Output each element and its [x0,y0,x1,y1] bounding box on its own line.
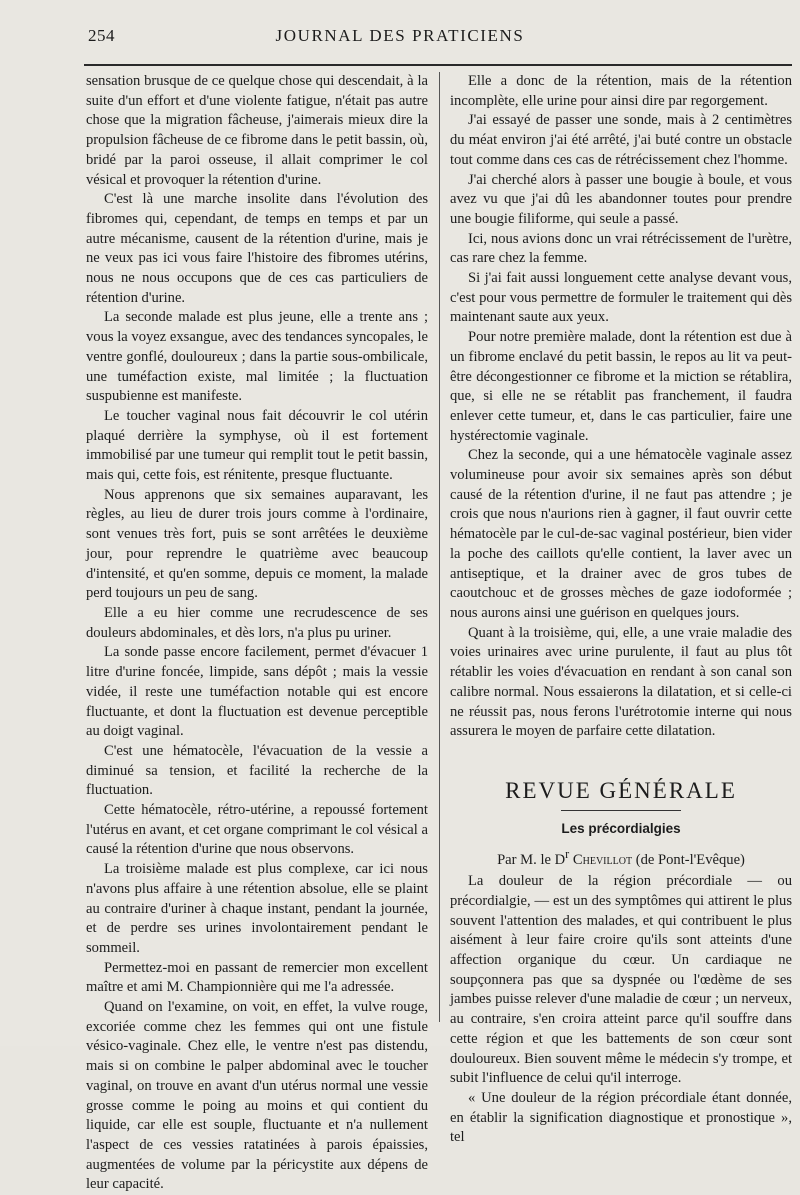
paragraph: La seconde malade est plus jeune, elle a trente ans ; vous la voyez exsangue, avec des tendances syncopales, le ventre gonflé, douloureux ; dans la partie sous-ombilicale, une tuméfaction existe, mal limitée ; la fluctuation suspubienne est manifeste. [86,309,429,405]
paragraph: C'est une hématocèle, l'évacuation de la vessie a diminué sa tension, et facilité la recherche de la fluctuation. [86,742,428,799]
paragraph: Permettez-moi en passant de remercier mon excellent maître et ami M. Championnière qui me l'a adressée. [86,959,428,996]
paragraph: Le toucher vaginal nous fait découvrir le col utérin plaqué derrière la symphyse, où il est fortement immobilisé par une tumeur qui remplit tout le petit bassin, mais qui, cette fois, est rénitente, presque fluctuante. [86,407,428,484]
paragraph: Elle a donc de la rétention, mais de la rétention incomplète, elle urine pour ainsi dire par regorgement. [450,73,792,109]
paragraph: Nous apprenons que six semaines auparavant, les règles, au lieu de durer trois jours comme à l'ordinaire, sont venues très fort, puis se sont arrêtées le deuxième jour, pour reprendre le quatrième avec beaucoup d'intensité, et qu'en somme, depuis ce moment, la malade perd toujours un peu de sang. [86,486,428,602]
byline-suffix: (de Pont-l'Evêque) [632,851,745,868]
paragraph: J'ai essayé de passer une sonde, mais à 2 centimètres du méat environ j'ai été arrêté, j'ai buté contre un obstacle tout comme dans ces cas de rétrécissement chez l'homme. [450,112,792,168]
paragraph: C'est là une marche insolite dans l'évolution des fibromes qui, cependant, de temps en temps et par un autre mécanisme, causent de la rétention d'urine, mais je ne veux pas ici vous faire l'histoire des fibromes utérins, nous ne nous occupons que de ces cas particuliers de rétention d'urine. [86,191,428,306]
section-title: REVUE GÉNÉRALE [505,777,737,803]
page-number: 254 [88,26,115,45]
article-byline [450,845,792,871]
right-column [450,72,792,1148]
paragraph: Quant à la troisième, qui, elle, a une vraie maladie des voies urinaires avec urine purulente, il faut au plus tôt rétablir les voies d'évacuation en rendant à son canal son calibre normal. Nous essaierons la dilatation, et si celle-ci ne réussit pas, nous ferons l'urétrotomie interne qui nous assurera le moyen de parfaire cette dilatation. [450,624,792,740]
section-rule [561,810,681,811]
journal-title: JOURNAL DES PRATICIENS [275,26,525,45]
article-title: Les précordialgies [561,820,681,836]
byline-prefix: Par M. le D [497,851,566,868]
paragraph: Pour notre première malade, dont la rétention est due à un fibrome enclavé du petit bassin, le repos au lit va peut-être décongestionner ce fibrome et la miction se rétablira, que, si elle ne se rétablit pas franchement, il faudra enlever cette tumeur, et, dans le cas particulier, faire une hystérectomie vaginale. [450,329,792,444]
paragraph: Chez la seconde, qui a une hématocèle vaginale assez volumineuse pour avoir six semaines après son début causé de la rétention d'urine, il ne faut pas attendre ; je crois que nous n'aurions rien à gagner, il faut ouvrir cette hématocèle par le cul-de-sac vaginal postérieur, bien vider la poche des caillots qu'elle contient, la laver avec un antiseptique, et la drainer avec de gros tubes de caoutchouc et de grosses mèches de gaze iodoformée ; nous aurons ainsi une guérison en quelques jours. [450,447,792,621]
paragraph: La sonde passe encore facilement, permet d'évacuer 1 litre d'urine foncée, limpide, sans dépôt ; mais la vessie vidée, il reste une tuméfaction notable qui est encore fluctuante, et dont la fluctuation est devenue perceptible au doigt vaginal. [86,644,428,740]
paragraph: sensation brusque de ce quelque chose qui descendait, à la suite d'un effort et d'une violente fatigue, n'était pas autre chose que la migration fâcheuse, j'aimerais mieux dire la propulsion fâcheuse de ce fibrome dans le petit bassin, où, bridé par la paroi osseuse, il allait comprimer le col vésical et provoquer la rétention d'urine. [86,73,428,188]
paragraph: Si j'ai fait aussi longuement cette analyse devant vous, c'est pour vous permettre de formuler le traitement qui dès maintenant saute aux yeux. [450,270,792,326]
left-column [86,72,428,1195]
byline-sup: r [565,846,570,861]
paragraph: Quand on l'examine, on voit, en effet, la vulve rouge, excoriée comme chez les femmes qui ont une fistule vésico-vaginale. Chez elle, le ventre n'est pas distendu, mais si on combine le palper abdominal avec le toucher vaginal, on trouve en avant d'un utérus normal une vessie grosse comme le poing au moins et qui contient du liquide, car elle est souple, fluctuante et n'a nullement l'aspect de ces vessies ratatinées à parois épaissies, augmentées de volume par la péricystite aux dépens de leur capacité. [86,999,428,1193]
paragraph: La troisième malade est plus complexe, car ici nous n'avons plus affaire à une rétention absolue, elle se plaint au contraire d'uriner à chaque instant, pendant la journée, et de perdre ses urines involontairement pendant le sommeil. [86,861,428,956]
paragraph: Cette hématocèle, rétro-utérine, a repoussé fortement l'utérus en avant, et cet organe comprimant le col vésical a causé la rétention d'urine que nous observons. [86,802,428,858]
page-header [0,22,800,52]
column-divider [439,72,440,1022]
paragraph: Elle a eu hier comme une recrudescence de ses douleurs abdominales, et dès lors, n'a plus pu uriner. [86,604,428,641]
paragraph: La douleur de la région précordiale — ou précordialgie, — est un des symptômes qui attirent le plus souvent l'attention des malades, et qui contribuent le plus aisément à leur faire croire qu'ils sont atteints d'une affection organique du cœur. Un cardiaque ne soupçonnera pas que sa dyspnée ou l'œdème de ses jambes puisse relever d'une maladie de cœur ; un nerveux, au contraire, s'en croira atteint parce qu'il souffre dans cette région et que les battements de son cœur sont douloureux. Bien souvent même le médecin s'y trompe, et subit l'influence de celui qu'il interroge. [450,873,792,1087]
byline-author: Chevillot [572,851,633,868]
paragraph: J'ai cherché alors à passer une bougie à boule, et vous avez vu que j'ai dû les abandonner toutes pour prendre une bougie filiforme, qui seule a passé. [450,171,792,227]
paragraph: Ici, nous avions donc un vrai rétrécissement de l'urètre, cas rare chez la femme. [450,230,792,267]
header-rule [84,64,792,66]
paragraph: « Une douleur de la région précordiale étant donnée, en établir la signification diagnostique et pronostique », tel [450,1089,792,1146]
